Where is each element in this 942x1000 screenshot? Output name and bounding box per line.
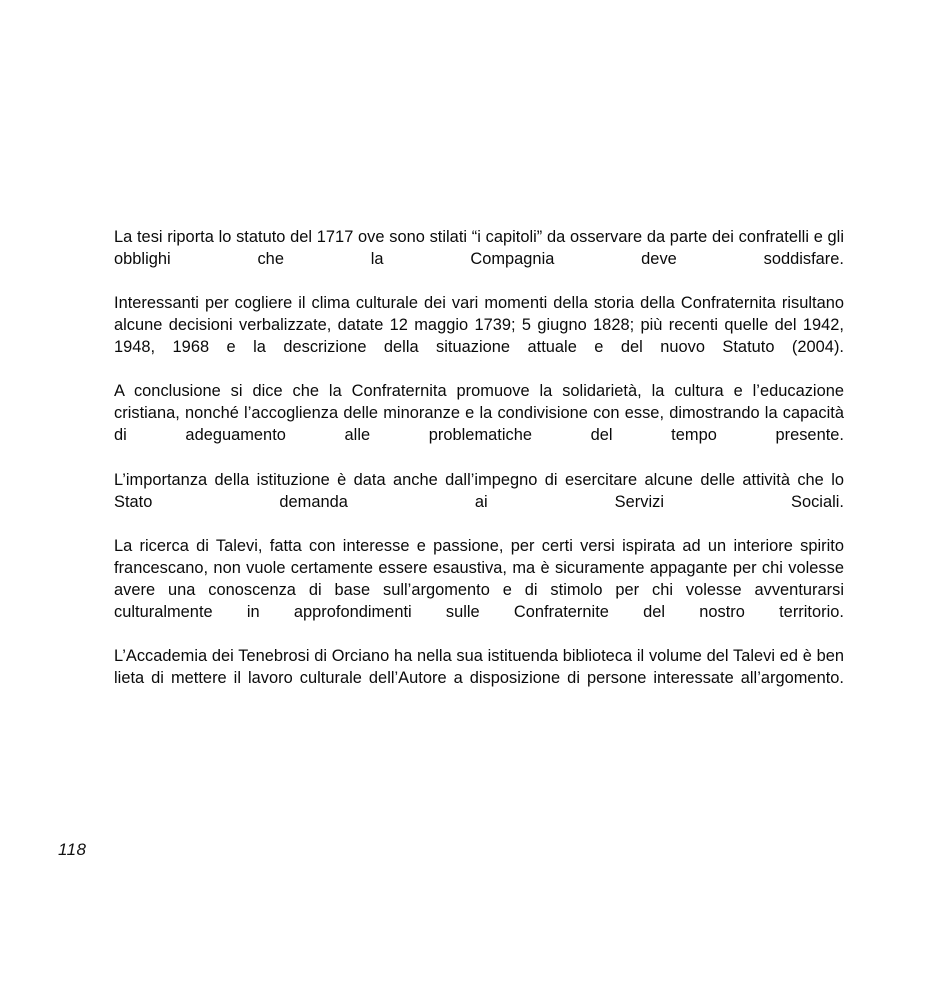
paragraph: L’importanza della istituzione è data anche dall’impegno di esercitare alcune delle attività che lo Stato demanda ai Servizi Sociali. (114, 470, 844, 511)
page-number: 118 (58, 840, 87, 859)
paragraph: A conclusione si dice che la Confraternita promuove la solidarietà, la cultura e l’educazione cristiana, nonché l’accoglienza delle minoranze e la condivisione con esse, dimostrando la capacità di adeguamento alle problematiche del tempo presente. (114, 382, 844, 445)
paragraph: La tesi riporta lo statuto del 1717 ove sono stilati “i capitoli” da osservare da parte dei confratelli e gli obblighi che la Compagnia deve soddisfare. (114, 228, 844, 269)
paragraph: L’Accademia dei Tenebrosi di Orciano ha nella sua istituenda biblioteca il volume del Talevi ed è ben lieta di mettere il lavoro culturale dell’Autore a disposizione di persone interessate all’argomento. (114, 646, 844, 687)
paragraph: La ricerca di Talevi, fatta con interesse e passione, per certi versi ispirata ad un interiore spirito francescano, non vuole certamente essere esaustiva, ma è sicuramente appagante per chi volesse avere una conoscenza di base sull’argomento e di stimolo per chi volesse avventurarsi culturalmente in approfondimenti sulle Confraternite del nostro territorio. (114, 536, 844, 621)
body-text-block (114, 226, 844, 711)
paragraph: Interessanti per cogliere il clima culturale dei vari momenti della storia della Confraternita risultano alcune decisioni verbalizzate, datate 12 maggio 1739; 5 giugno 1828; più recenti quelle del 1942, 1948, 1968 e la descrizione della situazione attuale e del nuovo Statuto (2004). (114, 294, 844, 357)
